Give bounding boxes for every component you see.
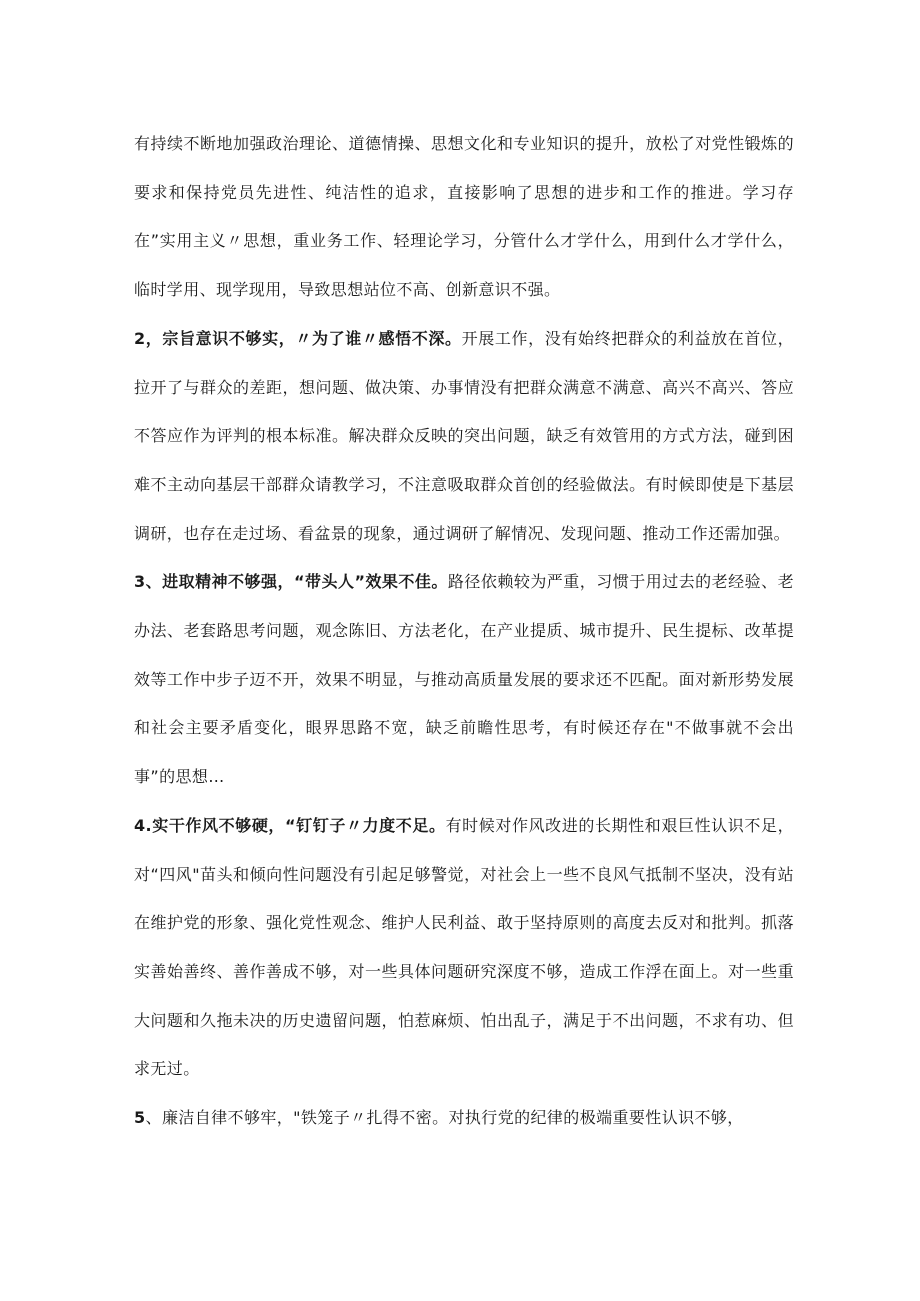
paragraph-continuation — [134, 120, 794, 315]
paragraph-3-body: 路径依赖较为严重，习惯于用过去的老经验、老办法、老套路思考问题，观念陈旧、方法老化，在产业提质、城市提升、民生提标、改革提效等工作中步子迈不开，效果不明显，与推动高质量发展的要求还不匹配。面对新形势发展和社会主要矛盾变化，眼界思路不宽，缺乏前瞻性思考，有时候还存在"不做事就不会出事”的思想… — [134, 572, 795, 787]
paragraph-4-body: 有时候对作风改进的长期性和艰巨性认识不足，对“四风"苗头和倾向性问题没有引起足够警觉，对社会上一些不良风气抵制不坚决，没有站在维护党的形象、强化党性观念、维护人民利益、敢于坚持原则的高度去反对和批判。抓落实善始善终、善作善成不够，对一些具体问题研究深度不够，造成工作浮在面上。对一些重大问题和久拖未决的历史遗留问题，怕惹麻烦、怕出乱子，满足于不出问题，不求有功、但求无过。 — [134, 815, 794, 1079]
paragraph-2-heading: 2，宗旨意识不够实，〃为了谁〃感悟不深。 — [134, 328, 462, 348]
paragraph-3-heading: 3、进取精神不够强，“带头人”效果不佳。 — [134, 572, 448, 592]
paragraph-5-body: 、廉洁自律不够牢，"铁笼子〃扎得不密。对执行党的纪律的极端重要性认识不够， — [145, 1108, 744, 1128]
paragraph-4-heading: 4.实干作风不够硬，“钉钉子〃力度不足。 — [134, 815, 446, 835]
paragraph-2 — [134, 315, 794, 559]
paragraph-1-body: 有持续不断地加强政治理论、道德情操、思想文化和专业知识的提升，放松了对党性锻炼的要求和保持党员先进性、纯洁性的追求，直接影响了思想的进步和工作的推进。学习存在”实用主义〃思想，重业务工作、轻理论学习，分管什么才学什么，用到什么才学什么，临时学用、现学现用，导致思想站位不高、创新意识不强。 — [134, 134, 794, 300]
paragraph-2-body: 开展工作，没有始终把群众的利益放在首位，拉开了与群众的差距，想问题、做决策、办事情没有把群众满意不满意、高兴不高兴、答应不答应作为评判的根本标准。解决群众反映的突出问题，缺乏有效管用的方式方法，碰到困难不主动向基层干部群众请教学习，不注意吸取群众首创的经验做法。有时候即使是下基层调研，也存在走过场、看盆景的现象，通过调研了解情况、发现问题、推动工作还需加强。 — [134, 328, 794, 543]
document-body — [134, 120, 794, 1143]
paragraph-4 — [134, 802, 794, 1094]
paragraph-5 — [134, 1094, 794, 1143]
paragraph-5-heading: 5 — [134, 1108, 146, 1128]
paragraph-3 — [134, 558, 794, 802]
